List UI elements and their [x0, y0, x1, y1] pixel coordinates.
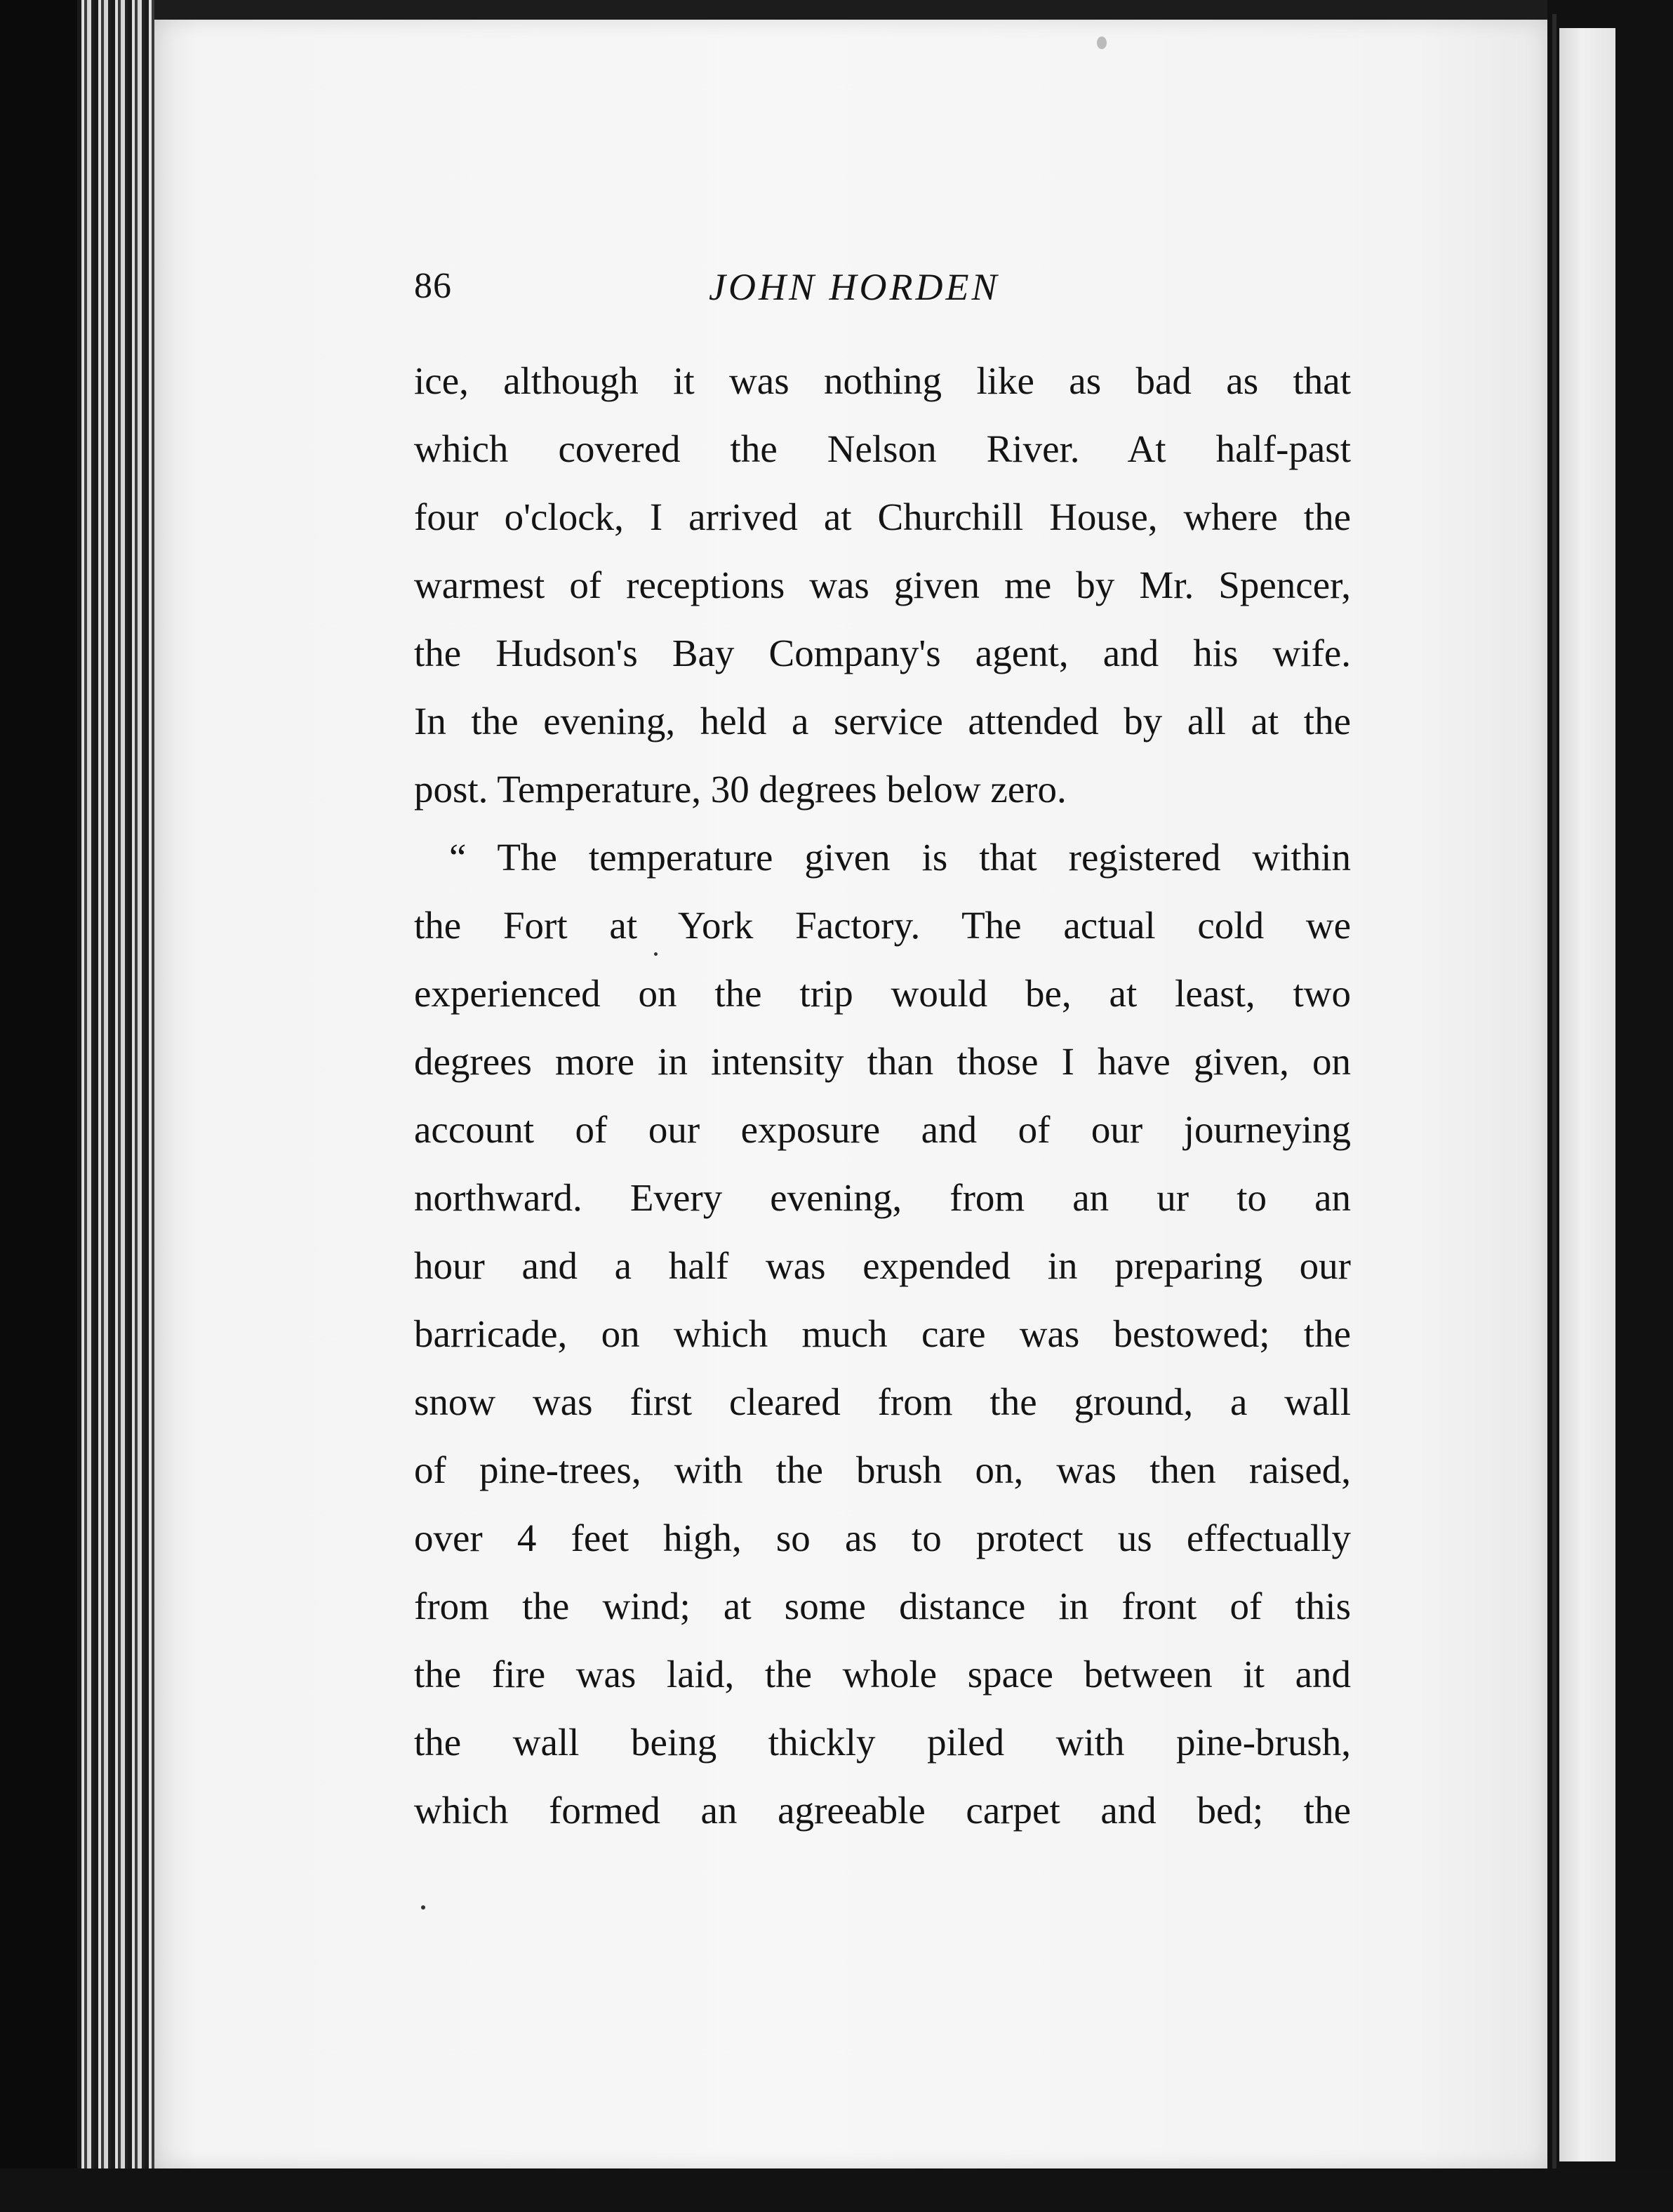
- text-line: the Hudson's Bay Company's agent, and his wife.: [414, 632, 1351, 674]
- text-line: post. Temperature, 30 degrees below zero.: [414, 768, 1067, 811]
- text-line: the Fort at York Factory. The actual cold we: [414, 904, 1351, 947]
- text-line: ice, although it was nothing like as bad as that: [414, 359, 1351, 402]
- text-line: of pine-trees, with the brush on, was then raised,: [414, 1448, 1351, 1491]
- scan-speck: [654, 952, 658, 956]
- text-line: snow was first cleared from the ground, a wall: [414, 1380, 1351, 1423]
- text-line: from the wind; at some distance in front of this: [414, 1585, 1351, 1627]
- text-line: northward. Every evening, from an ur to an: [414, 1176, 1351, 1219]
- text-line: which covered the Nelson River. At half-past: [414, 427, 1351, 470]
- running-title: JOHN HORDEN: [709, 266, 1000, 308]
- text-line: hour and a half was expended in preparing our: [414, 1244, 1351, 1287]
- text-line: “ The temperature given is that registered within: [449, 836, 1351, 879]
- text-line: the fire was laid, the whole space between it and: [414, 1653, 1351, 1695]
- text-line: degrees more in intensity than those I have given, on: [414, 1040, 1351, 1083]
- body-text: [414, 347, 1351, 1844]
- book-spine-edges: [77, 0, 161, 2212]
- text-line: barricade, on which much care was bestowed; the: [414, 1312, 1351, 1355]
- text-line: four o'clock, I arrived at Churchill House, where the: [414, 495, 1351, 538]
- text-line: warmest of receptions was given me by Mr. Spencer,: [414, 564, 1351, 606]
- text-line: the wall being thickly piled with pine-brush,: [414, 1721, 1351, 1764]
- running-head: [414, 265, 1354, 314]
- text-line: which formed an agreeable carpet and bed; the: [414, 1789, 1351, 1832]
- facing-page-strip: [1559, 28, 1615, 2161]
- scan-speck: [421, 1905, 425, 1910]
- text-line: In the evening, held a service attended by all at the: [414, 700, 1351, 742]
- text-line: over 4 feet high, so as to protect us effectually: [414, 1517, 1351, 1559]
- right-rule: [1552, 14, 1557, 2204]
- text-line: account of our exposure and of our journeying: [414, 1108, 1351, 1151]
- bottom-frame: [0, 2168, 1673, 2212]
- top-border: [154, 0, 1547, 20]
- page-number: 86: [414, 266, 452, 306]
- text-line: experienced on the trip would be, at least, two: [414, 972, 1351, 1015]
- scan-speck: [1097, 36, 1107, 49]
